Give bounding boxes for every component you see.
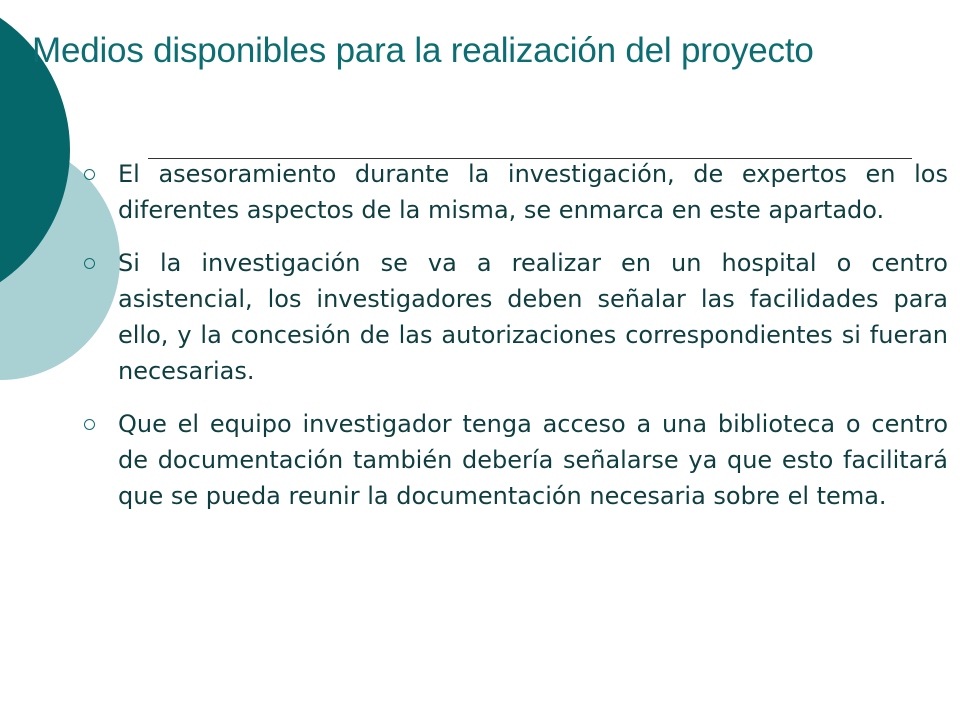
bullet-text: Si la investigación se va a realizar en un hospital o centro asistencial, los investigadores deben señalar las facilidades para ello, y la concesión de las autorizaciones correspondientes si fueran necesarias. xyxy=(118,249,948,385)
hollow-circle-icon xyxy=(84,258,95,269)
slide-title: Medios disponibles para la realización del proyecto xyxy=(32,31,814,70)
hollow-circle-icon xyxy=(84,419,95,430)
hollow-circle-icon xyxy=(84,169,95,180)
bullet-item xyxy=(80,406,948,514)
bullet-item xyxy=(80,245,948,389)
bullet-text: Que el equipo investigador tenga acceso a una biblioteca o centro de documentación también debería señalarse ya que esto facilitará que se pueda reunir la documentación necesaria sobre el tema. xyxy=(118,410,948,510)
bullet-list xyxy=(80,156,948,531)
bullet-text: El asesoramiento durante la investigación, de expertos en los diferentes aspectos de la misma, se enmarca en este apartado. xyxy=(118,160,948,224)
bullet-item xyxy=(80,156,948,228)
